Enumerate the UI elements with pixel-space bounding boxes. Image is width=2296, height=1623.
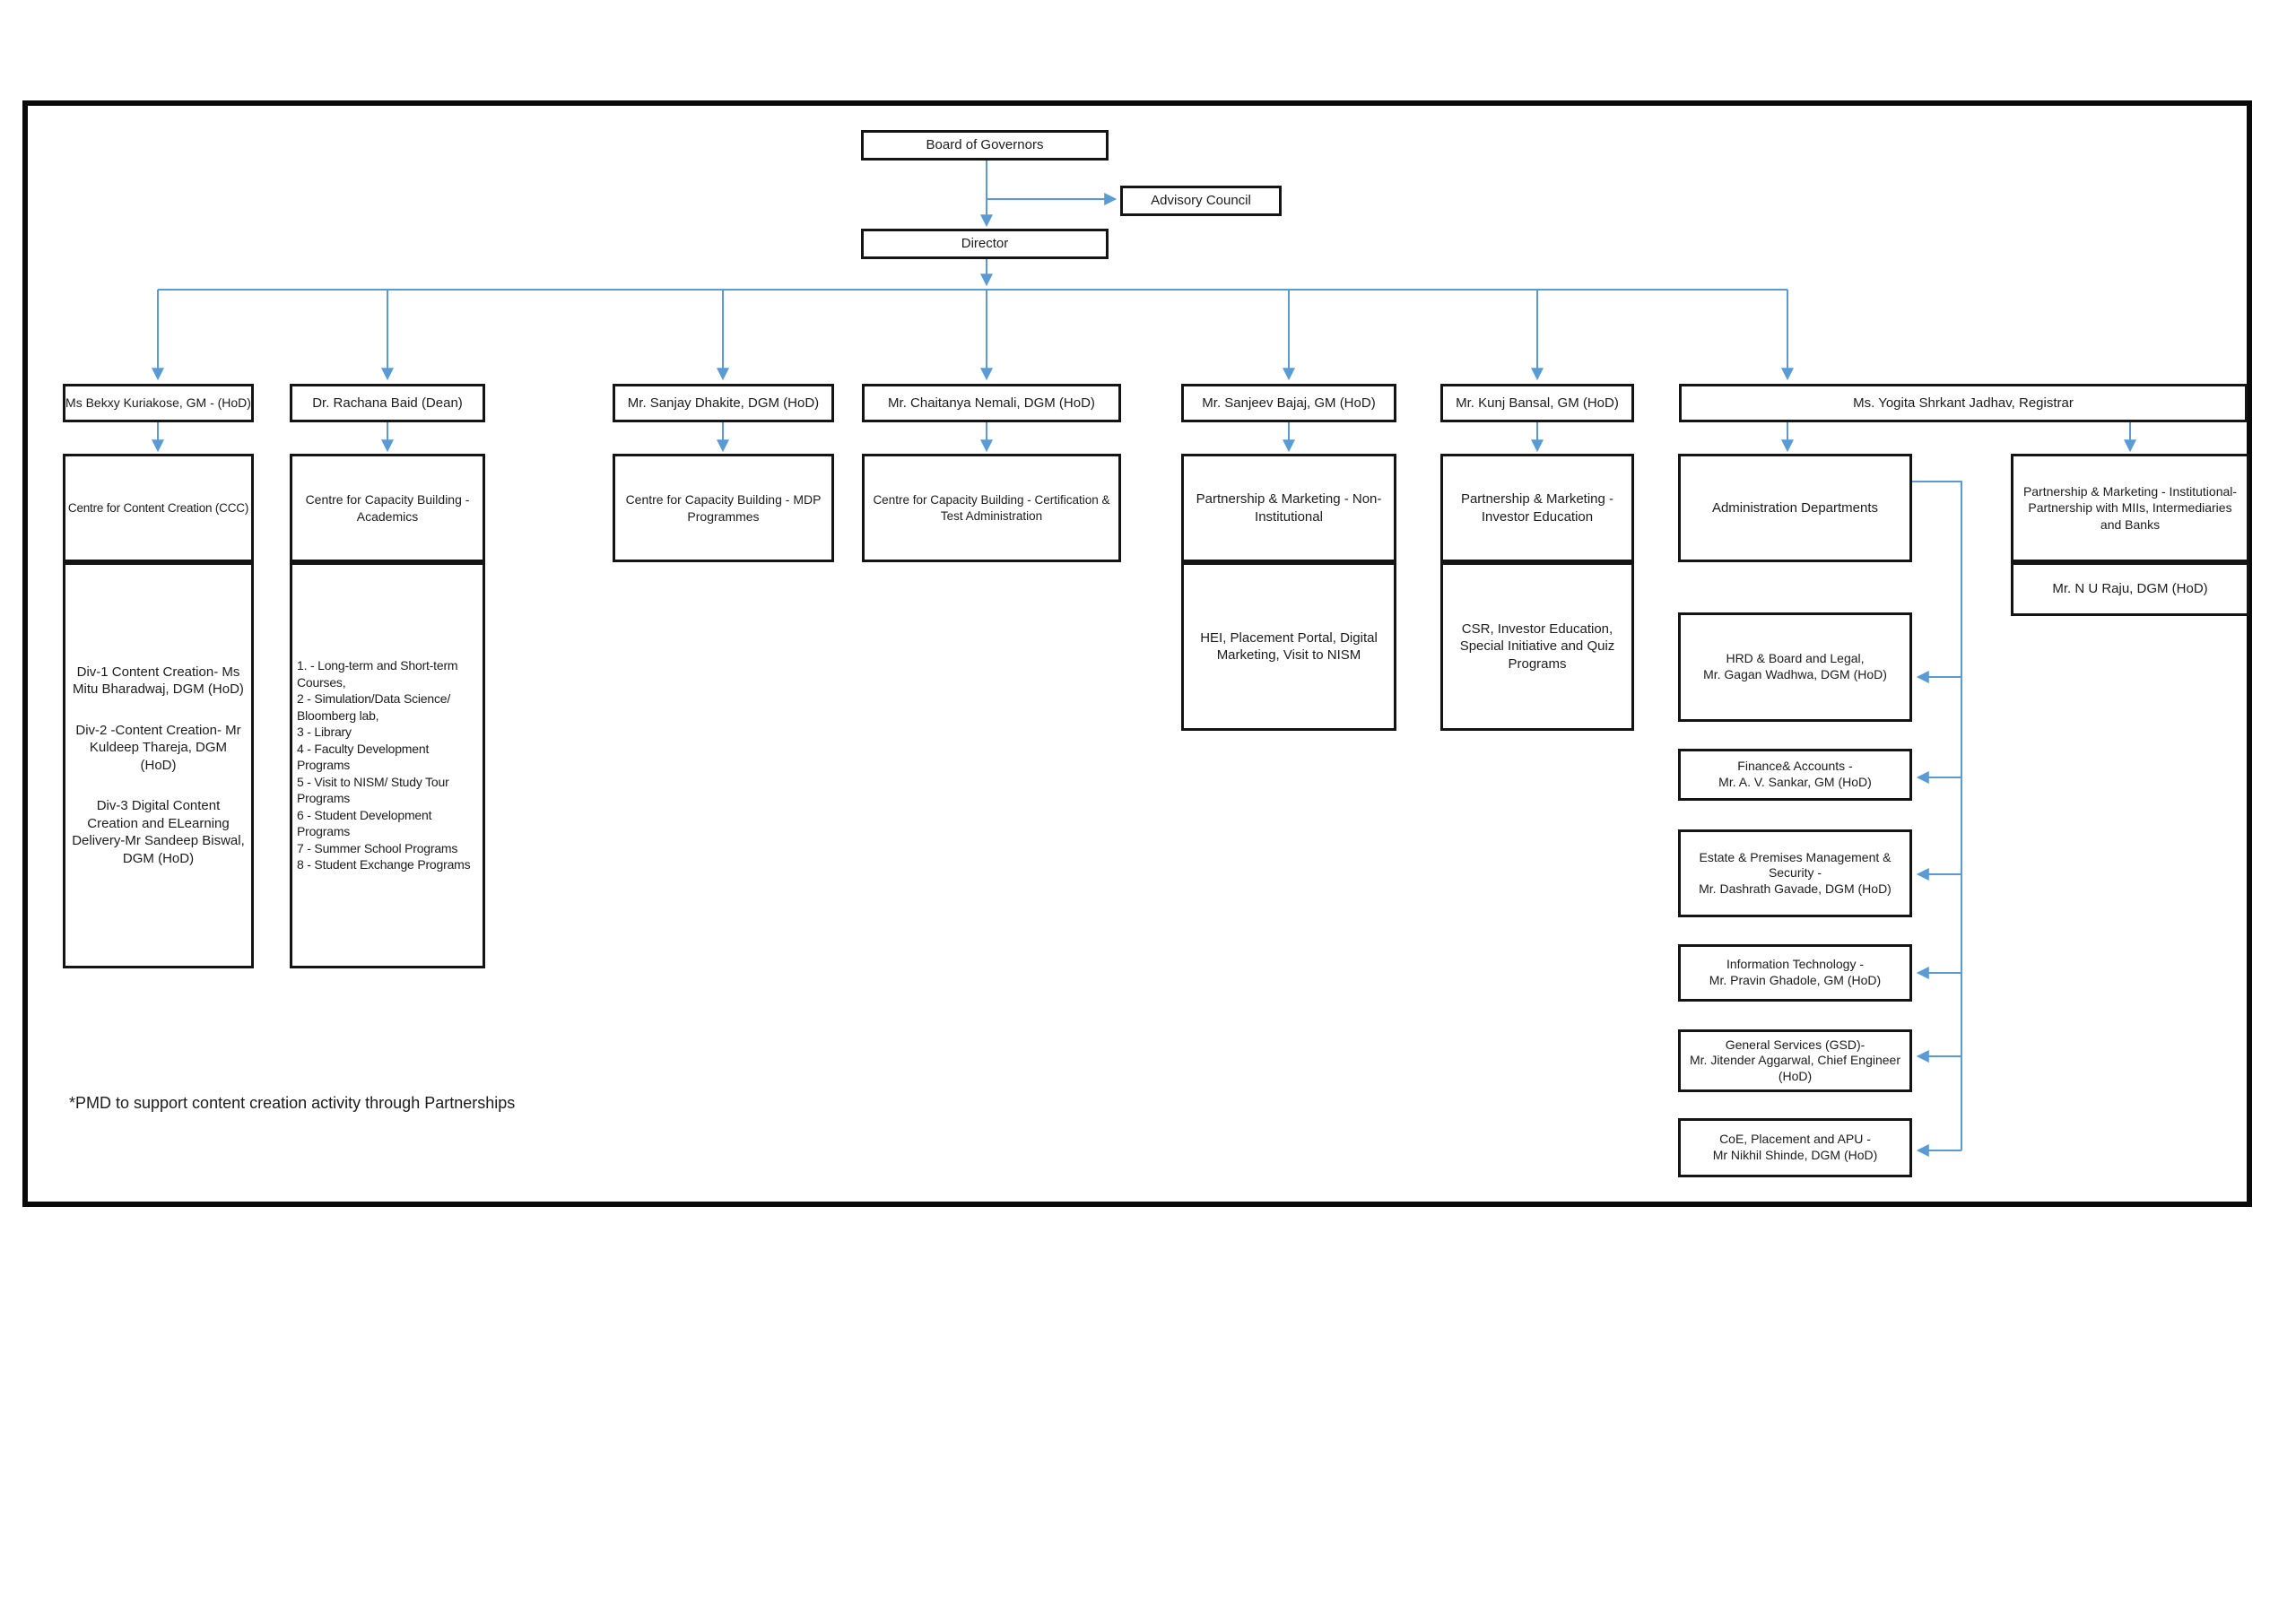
dept-person: Mr. A. V. Sankar, GM (HoD) <box>1718 775 1872 789</box>
detail-box-content-creation-divisions <box>63 562 254 968</box>
unit-box-pm-institutional: Partnership & Marketing - Institutional- Partnership with MIIs, Intermediaries and Banks <box>2011 454 2249 562</box>
program-item: 2 - Simulation/Data Science/ Bloomberg lab, <box>297 691 451 723</box>
dept-person: Mr Nikhil Shinde, DGM (HoD) <box>1712 1148 1878 1162</box>
division-item: Div-1 Content Creation- Ms Mitu Bharadwaj, DGM (HoD) <box>73 664 244 698</box>
head-box-pm-non-institutional: Mr. Sanjeev Bajaj, GM (HoD) <box>1181 384 1396 422</box>
division-item: Div-3 Digital Content Creation and ELearning Delivery-Mr Sandeep Biswal, DGM (HoD) <box>72 798 245 866</box>
head-box-dean-academics: Dr. Rachana Baid (Dean) <box>290 384 485 422</box>
dept-box-information-technology <box>1678 944 1912 1002</box>
head-box-mdp: Mr. Sanjay Dhakite, DGM (HoD) <box>613 384 834 422</box>
dept-person: Mr. Jitender Aggarwal, Chief Engineer (HoD) <box>1689 1053 1900 1083</box>
head-box-registrar: Ms. Yogita Shrkant Jadhav, Registrar <box>1679 384 2248 422</box>
dept-box-hrd-board-legal <box>1678 612 1912 722</box>
division-item: Div-2 -Content Creation- Mr Kuldeep Thareja, DGM (HoD) <box>75 722 241 773</box>
unit-box-pm-investor-education: Partnership & Marketing - Investor Education <box>1440 454 1634 562</box>
unit-box-administration-departments: Administration Departments <box>1678 454 1912 562</box>
dept-name: Information Technology - <box>1726 957 1865 972</box>
unit-box-pm-non-institutional: Partnership & Marketing - Non-Institutional <box>1181 454 1396 562</box>
dept-name: Estate & Premises Management & Security - <box>1699 849 1892 881</box>
head-box-pm-investor-education: Mr. Kunj Bansal, GM (HoD) <box>1440 384 1634 422</box>
dept-box-estate-premises-security <box>1678 829 1912 917</box>
board-of-governors-box: Board of Governors <box>861 130 1109 161</box>
detail-box-pm-investor-education: CSR, Investor Education, Special Initiative and Quiz Programs <box>1440 562 1634 731</box>
program-item: 5 - Visit to NISM/ Study Tour Programs <box>297 774 449 806</box>
head-box-content-creation: Ms Bekxy Kuriakose, GM - (HoD) <box>63 384 254 422</box>
dept-box-general-services <box>1678 1029 1912 1092</box>
dept-name: CoE, Placement and APU - <box>1719 1132 1871 1147</box>
unit-box-ccc <box>63 454 254 562</box>
program-item: 8 - Student Exchange Programs <box>297 857 471 872</box>
unit-box-certification-test-admin: Centre for Capacity Building - Certification & Test Administration <box>862 454 1121 562</box>
head-box-certification: Mr. Chaitanya Nemali, DGM (HoD) <box>862 384 1121 422</box>
detail-box-academics-programs <box>290 562 485 968</box>
dept-name: Finance& Accounts - <box>1737 759 1853 774</box>
dept-box-coe-placement-apu <box>1678 1118 1912 1177</box>
program-item: 4 - Faculty Development Programs <box>297 741 430 773</box>
program-item: 6 - Student Development Programs <box>297 807 432 839</box>
unit-box-academics: Centre for Capacity Building - Academics <box>290 454 485 562</box>
unit-box-mdp-programmes: Centre for Capacity Building - MDP Programmes <box>613 454 834 562</box>
detail-box-pm-institutional-person: Mr. N U Raju, DGM (HoD) <box>2011 562 2249 616</box>
dept-person: Mr. Dashrath Gavade, DGM (HoD) <box>1699 881 1892 896</box>
program-item: 3 - Library <box>297 725 352 740</box>
dept-person: Mr. Gagan Wadhwa, DGM (HoD) <box>1703 667 1887 681</box>
program-item: 1. - Long-term and Short-term Courses, <box>297 658 458 690</box>
detail-box-pm-non-institutional: HEI, Placement Portal, Digital Marketing, Visit to NISM <box>1181 562 1396 731</box>
unit-label: Centre for Content Creation (CCC) <box>67 500 249 515</box>
advisory-council-box: Advisory Council <box>1120 186 1282 216</box>
dept-box-finance-accounts <box>1678 749 1912 801</box>
footnote: *PMD to support content creation activity through Partnerships <box>69 1094 516 1112</box>
dept-person: Mr. Pravin Ghadole, GM (HoD) <box>1709 973 1882 987</box>
director-box: Director <box>861 229 1109 259</box>
dept-name: General Services (GSD)- <box>1725 1037 1866 1052</box>
dept-name: HRD & Board and Legal, <box>1726 651 1865 666</box>
program-item: 7 - Summer School Programs <box>297 840 458 855</box>
